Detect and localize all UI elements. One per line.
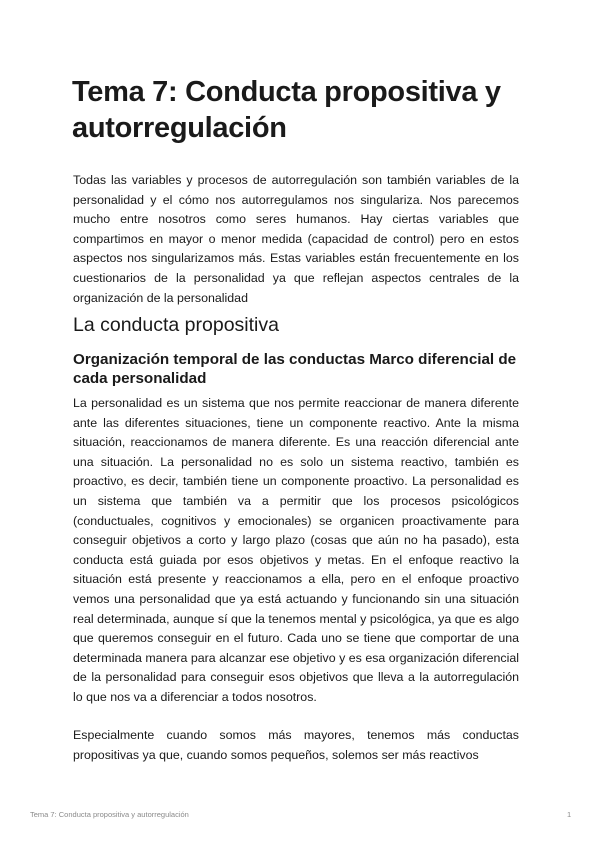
section-heading: La conducta propositiva: [73, 314, 279, 336]
intro-paragraph: Todas las variables y procesos de autorregulación son también variables de la personalidad y el cómo nos autorregulamos nos singulariza. Nos parecemos mucho entre nosotros como seres humanos. Hay ciertas variables que compartimos en mayor o menor medida (capacidad de control) pero en estos aspectos nos singularizamos más. Estas variables están frecuentemente en los cuestionarios de la personalidad ya que reflejan aspectos centrales de la organización de la personalidad: [73, 173, 519, 305]
subsection-heading: Organización temporal de las conductas Marco diferencial de cada personalidad: [73, 351, 517, 387]
footer-label: Tema 7: Conducta propositiva y autorregulación: [30, 810, 189, 819]
body-paragraph-2: Especialmente cuando somos más mayores, tenemos más conductas propositivas ya que, cuando somos pequeños, solemos ser más reactivos: [73, 728, 519, 762]
page-title: Tema 7: Conducta propositiva y autorregulación: [72, 76, 501, 144]
page-number: 1: [567, 810, 572, 819]
body-paragraph-1: La personalidad es un sistema que nos permite reaccionar de manera diferente ante las diferentes situaciones, tiene un componente reactivo. Ante la misma situación, reaccionamos de manera diferente. Es una reacción diferencial ante una situación. La personalidad no es solo un sistema reactivo, también es proactivo, es decir, también tiene un componente proactivo. La personalidad es un sistema que también va a permitir que los procesos psicológicos (conductuales, cognitivos y emocionales) se organicen proactivamente para conseguir objetivos a corto y largo plazo (cosas que aún no ha pasado), esta conducta está guiada por esos objetivos y metas. En el enfoque reactivo la situación está presente y reaccionamos a ella, pero en el enfoque proactivo vemos una personalidad que ya está actuando y funcionando sin una situación real determinada, aunque sí que la tenemos mental y psicológica, ya que es algo que queremos conseguir en el futuro. Cada uno se tiene que comportar de una determinada manera para alcanzar ese objetivo y es esa organización diferencial de la personalidad para conseguir esos objetivos que lleva a la autorregulación lo que nos va a diferenciar a todos nosotros.: [73, 396, 519, 704]
